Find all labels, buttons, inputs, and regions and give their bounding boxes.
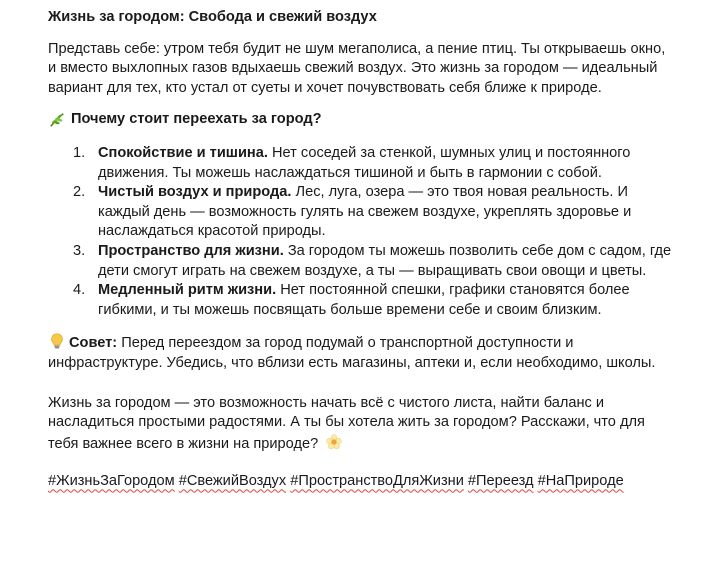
list-item (48, 281, 672, 320)
hashtags (48, 472, 672, 492)
reasons-list (48, 144, 672, 320)
hashtag[interactable]: #ЖизньЗаГородом (48, 473, 175, 490)
lightbulb-icon (48, 332, 66, 350)
hashtag[interactable]: #НаПрироде (537, 473, 624, 490)
herb-icon (48, 111, 66, 129)
list-number: 2. (73, 184, 86, 201)
outro-paragraph (48, 394, 672, 455)
post-title: Жизнь за городом: Свобода и свежий воздух (48, 9, 377, 25)
list-number: 4. (73, 282, 86, 299)
outro-text: Жизнь за городом — это возможность начать всё с чистого листа, найти баланс и насладиться простыми радостями. А ты бы хотела жить за городом? Расскажи, что для тебя важнее всего в жизни на природе? (48, 394, 645, 452)
flower-icon (325, 433, 343, 451)
hashtag[interactable]: #ПространствоДляЖизни (290, 473, 464, 490)
hashtag[interactable]: #СвежийВоздух (178, 473, 287, 490)
list-number: 3. (73, 242, 86, 259)
section-heading-text: Почему стоит переехать за город? (71, 111, 322, 128)
list-item (48, 183, 672, 242)
list-item-text: За городом ты можешь позволить себе дом с садом, где дети смогут играть на свежем воздухе, а ты — выращивать свои овощи и цветы. (98, 242, 672, 279)
hashtag[interactable]: #Переезд (467, 473, 534, 490)
list-item-lead: Пространство для жизни. (98, 242, 284, 259)
list-item (48, 242, 672, 281)
list-item (48, 144, 672, 183)
section-heading (48, 110, 672, 130)
list-item-lead: Медленный ритм жизни. (98, 282, 277, 299)
tip-paragraph (48, 332, 672, 373)
list-number: 1. (73, 144, 86, 161)
list-item-text: Нет соседей за стенкой, шумных улиц и постоянного движения. Ты можешь наслаждаться тишиной и быть в гармонии с собой. (98, 144, 631, 181)
list-item-text: Нет постоянной спешки, графики становятся более гибкими, и ты можешь посвящать больше времени себе и своим близким. (98, 282, 630, 318)
intro-paragraph: Представь себе: утром тебя будит не шум мегаполиса, а пение птиц. Ты открываешь окно, и вместо выхлопных газов вдыхаешь свежий воздух. Это жизнь за городом — идеальный вариант для тех, кто устал от суеты и хочет почувствовать себя ближе к природе. (48, 40, 666, 96)
list-item-text: Лес, луга, озера — это твоя новая реальность. И каждый день — возможность гулять на свежем воздухе, укреплять здоровье и наслаждаться красотой природы. (98, 184, 632, 240)
tip-lead: Совет: (69, 335, 118, 352)
list-item-lead: Чистый воздух и природа. (98, 184, 292, 201)
list-item-lead: Спокойствие и тишина. (98, 144, 268, 161)
tip-text: Перед переездом за город подумай о транспортной доступности и инфраструктуре. Убедись, что вблизи есть магазины, аптеки и, если необходимо, школы. (48, 335, 656, 371)
